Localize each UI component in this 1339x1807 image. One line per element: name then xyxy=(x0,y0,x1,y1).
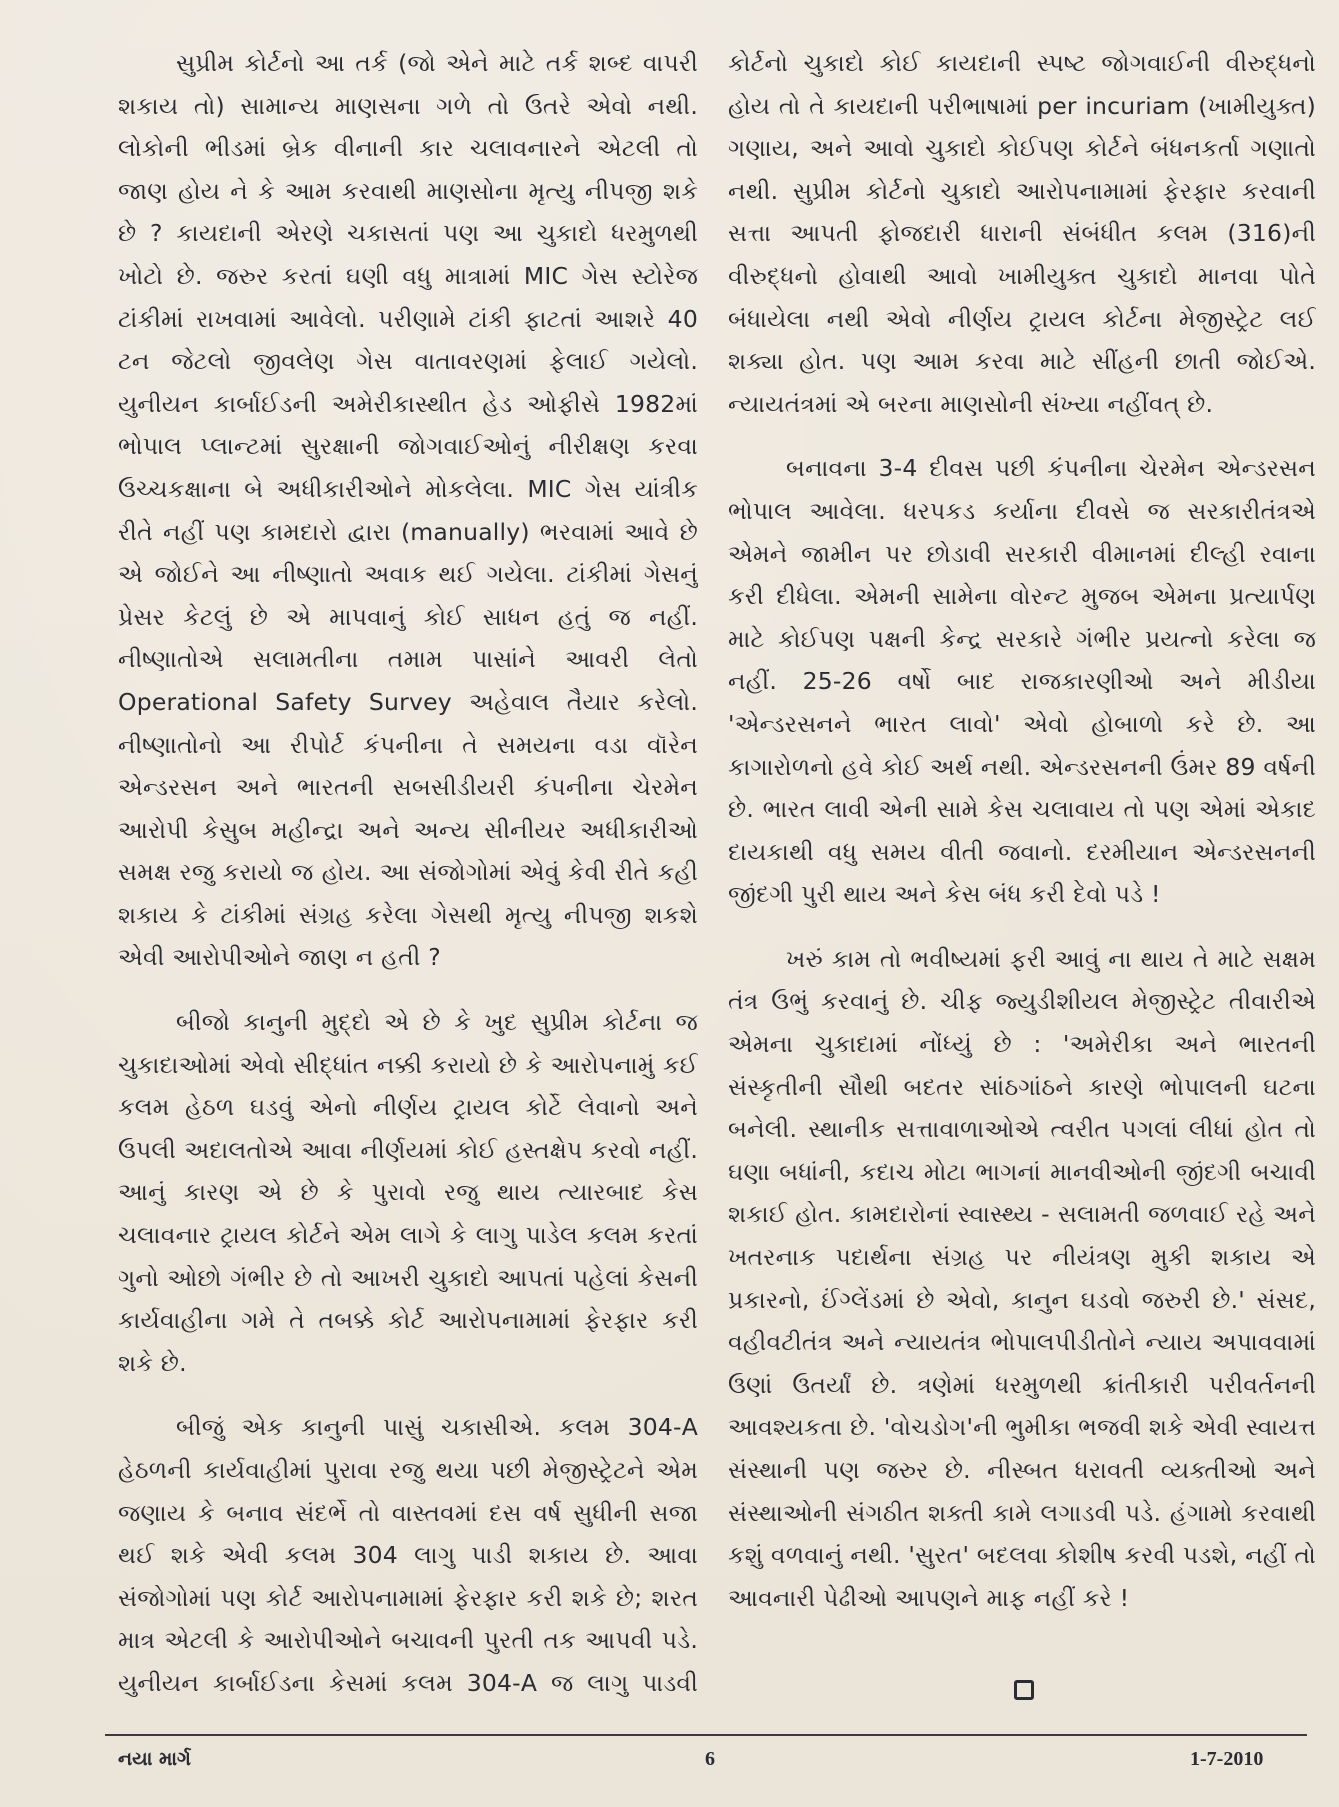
article-paragraph: સુપ્રીમ કોર્ટનો આ તર્ક (જો એને માટે તર્ક શબ્દ વાપરી શકાય તો) સામાન્ય માણસના ગળે તો ઉતરે એવો નથી. લોકોની ભીડમાં બ્રેક વીનાની કાર ચલાવનારને એટલી તો જાણ હોય ને કે આમ કરવાથી માણસોના મૃત્યુ નીપજી શકે છે ? કાયદાની એરણે ચકાસતાં પણ આ ચુકાદો ધરમુળથી ખોટો છે. જરુર કરતાં ઘણી વધુ માત્રામાં MIC ગેસ સ્ટોરેજ ટાંકીમાં રાખવામાં આવેલો. પરીણામે ટાંકી ફાટતાં આશરે 40 ટન જેટલો જીવલેણ ગેસ વાતાવરણમાં ફેલાઈ ગયેલો. યુનીયન કાર્બાઈડની અમેરીકાસ્થીત હેડ ઓફીસે 1982માં ભોપાલ પ્લાન્ટમાં સુરક્ષાની જોગવાઈઓનું નીરીક્ષણ કરવા ઉચ્ચકક્ષાના બે અધીકારીઓને મોકલેલા. MIC ગેસ યાંત્રીક રીતે નહીં પણ કામદારો દ્વારા (manually) ભરવામાં આવે છે એ જોઈને આ નીષ્ણાતો અવાક થઈ ગયેલા. ટાંકીમાં ગેસનું પ્રેસર કેટલું છે એ માપવાનું કોઈ સાધન હતું જ નહીં. નીષ્ણાતોએ સલામતીના તમામ પાસાંને આવરી લેતો Operational Safety Survey અહેવાલ તૈયાર કરેલો. નીષ્ણાતોનો આ રીપોર્ટ કંપનીના તે સમયના વડા વૉરેન એન્ડરસન અને ભારતની સબસીડીયરી કંપનીના ચેરમેન આરોપી કેસુબ મહીન્દ્રા અને અન્ય સીનીયર અધીકારીઓ સમક્ષ રજુ કરાયો જ હોય. આ સંજોગોમાં એવું કેવી રીતે કહી શકાય કે ટાંકીમાં સંગ્રહ કરેલા ગેસથી મૃત્યુ નીપજી શકશે એવી આરોપીઓને જાણ ન હતી ? xyxy=(118,49,698,972)
issue-date: 1-7-2010 xyxy=(1190,1748,1264,1770)
footer-divider xyxy=(105,1734,1307,1736)
article-paragraph: બનાવના 3-4 દીવસ પછી કંપનીના ચેરમેન એન્ડરસન ભોપાલ આવેલા. ધરપકડ કર્યાના દીવસે જ સરકારીતંત્રએ એમને જામીન પર છોડાવી સરકારી વીમાનમાં દીલ્હી રવાના કરી દીધેલા. એમની સામેના વોરન્ટ મુજબ એમના પ્રત્યાર્પણ માટે કોઈપણ પક્ષની કેન્દ્ર સરકારે ગંભીર પ્રયત્નો કરેલા જ નહીં. 25-26 વર્ષો બાદ રાજકારણીઓ અને મીડીયા 'એન્ડરસનને ભારત લાવો' એવો હોબાળો કરે છે. આ કાગારોળનો હવે કોઈ અર્થ નથી. એન્ડરસનની ઉંમર 89 વર્ષની છે. ભારત લાવી એની સામે કેસ ચલાવાય તો પણ એમાં એકાદ દાયકાથી વધુ સમય વીતી જવાનો. દરમીયાન એન્ડરસનની જીંદગી પુરી થાય અને કેસ બંધ કરી દેવો પડે ! xyxy=(728,454,1316,909)
left-column xyxy=(118,42,698,1707)
article-paragraph: બીજો કાનુની મુદ્દો એ છે કે ખુદ સુપ્રીમ કોર્ટના જ ચુકાદાઓમાં એવો સીદ્ધાંત નક્કી કરાયો છે કે આરોપનામું કઈ કલમ હેઠળ ઘડવું એનો નીર્ણય ટ્રાયલ કોર્ટે લેવાનો અને ઉપલી અદાલતોએ આવા નીર્ણયમાં કોઈ હસ્તક્ષેપ કરવો નહીં. આનું કારણ એ છે કે પુરાવો રજુ થાય ત્યારબાદ કેસ ચલાવનાર ટ્રાયલ કોર્ટને એમ લાગે કે લાગુ પાડેલ કલમ કરતાં ગુનો ઓછો ગંભીર છે તો આખરી ચુકાદો આપતાં પહેલાં કેસની કાર્યવાહીના ગમે તે તબક્કે કોર્ટ આરોપનામામાં ફેરફાર કરી શકે છે. xyxy=(118,1008,698,1377)
page-number: 6 xyxy=(705,1748,715,1770)
article-paragraph: કોર્ટનો ચુકાદો કોઈ કાયદાની સ્પષ્ટ જોગવાઈની વીરુદ્ધનો હોય તો તે કાયદાની પરીભાષામાં per incuriam (ખામીયુક્ત) ગણાય, અને આવો ચુકાદો કોઈપણ કોર્ટને બંધનકર્તા ગણાતો નથી. સુપ્રીમ કોર્ટનો ચુકાદો આરોપનામામાં ફેરફાર કરવાની સત્તા આપતી ફોજદારી ધારાની સંબંધીત કલમ (316)ની વીરુદ્ધનો હોવાથી આવો ખામીયુક્ત ચુકાદો માનવા પોતે બંધાયેલા નથી એવો નીર્ણય ટ્રાયલ કોર્ટના મેજીસ્ટ્રેટ લઈ શક્યા હોત. પણ આમ કરવા માટે સીંહની છાતી જોઈએ. ન્યાયતંત્રમાં એ બરના માણસોની સંખ્યા નહીંવત્ છે. xyxy=(728,49,1316,418)
publication-name: નયા માર્ગ xyxy=(118,1748,191,1770)
right-column xyxy=(728,42,1316,1707)
article-paragraph: ખરું કામ તો ભવીષ્યમાં ફરી આવું ના થાય તે માટે સક્ષમ તંત્ર ઉભું કરવાનું છે. ચીફ જ્યુડીશીયલ મેજીસ્ટ્રેટ તીવારીએ એમના ચુકાદામાં નોંધ્યું છે : 'અમેરીકા અને ભારતની સંસ્કૃતીની સૌથી બદતર સાંઠગાંઠને કારણે ભોપાલની ઘટના બનેલી. સ્થાનીક સત્તાવાળાઓએ ત્વરીત પગલાં લીધાં હોત તો ઘણા બધાંની, કદાચ મોટા ભાગનાં માનવીઓની જીંદગી બચાવી શકાઈ હોત. કામદારોનાં સ્વાસ્થ્ય - સલામતી જળવાઈ રહે અને ખતરનાક પદાર્થના સંગ્રહ પર નીયંત્રણ મુકી શકાય એ પ્રકારનો, ઈંગ્લેંડમાં છે એવો, કાનુન ઘડવો જરુરી છે.' સંસદ, વહીવટીતંત્ર અને ન્યાયતંત્ર ભોપાલપીડીતોને ન્યાય અપાવવામાં ઉણાં ઉતર્યાં છે. ત્રણેમાં ધરમુળથી ક્રાંતીકારી પરીવર્તનની આવશ્યકતા છે. 'વોચડોગ'ની ભુમીકા ભજવી શકે એવી સ્વાયત્ત સંસ્થાની પણ જરુર છે. નીસ્બત ધરાવતી વ્યક્તીઓ અને સંસ્થાઓની સંગઠીત શક્તી કામે લગાડવી પડે. હંગામો કરવાથી કશું વળવાનું નથી. 'સુરત' બદલવા કોશીષ કરવી પડશે, નહીં તો આવનારી પેઢીઓ આપણને માફ નહીં કરે ! xyxy=(728,944,1316,1612)
article-end-square-icon xyxy=(1014,1680,1034,1700)
article-paragraph: બીજું એક કાનુની પાસું ચકાસીએ. કલમ 304-A હેઠળની કાર્યવાહીમાં પુરાવા રજુ થયા પછી મેજીસ્ટ્રેટને એમ જણાય કે બનાવ સંદર્ભે તો વાસ્તવમાં દસ વર્ષ સુધીની સજા થઈ શકે એવી કલમ 304 લાગુ પાડી શકાય છે. આવા સંજોગોમાં પણ કોર્ટ આરોપનામામાં ફેરફાર કરી શકે છે; શરત માત્ર એટલી કે આરોપીઓને બચાવની પુરતી તક આપવી પડે. યુનીયન કાર્બાઈડના કેસમાં કલમ 304-A જ લાગુ પાડવી xyxy=(118,1413,698,1697)
